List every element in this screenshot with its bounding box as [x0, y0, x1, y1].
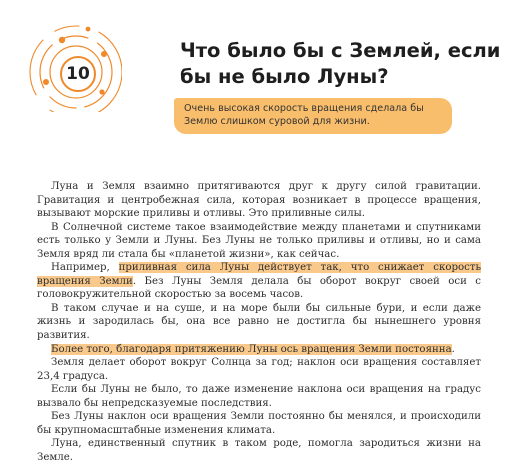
paragraph-text: Например, — [51, 262, 119, 274]
paragraph: Без Луны наклон оси вращения Земли постоянно бы менялся, и происходили бы крупномасштабные изменения климата. — [37, 411, 481, 436]
summary-callout: Очень высокая скорость вращения сделала бы Землю слишком суровой для жизни. — [174, 98, 452, 134]
question-number-badge — [60, 56, 96, 92]
paragraph-text: . Без Луны Земля делала бы оборот вокруг своей оси с головокружительной скоростью за восемь часов. — [37, 275, 482, 301]
paragraph — [37, 343, 481, 357]
paragraph: В таком случае и на суше, и на море были бы сильные бури, и если даже жизнь и зародилась бы, она все равно не достигла бы нынешнего уровня развития. — [37, 302, 481, 342]
highlighted-text: приливная сила Луны действует так, что снижает скорость вращения Земли — [37, 262, 481, 287]
paragraph: Если бы Луны не было, то даже изменение наклона оси вращения на градус вызвало бы непредсказуемые последствия. — [37, 384, 481, 409]
paragraph: Земля делает оборот вокруг Солнца за год; наклон оси вращения составляет 23,4 градуса. — [37, 357, 481, 382]
paragraph — [37, 261, 481, 302]
question-number: 10 — [66, 64, 90, 84]
page-title: Что было бы с Землей, если бы не было Луны? — [180, 39, 501, 88]
paragraph: Луна, единственный спутник в таком роде, помогла зародиться жизни на Земле. — [37, 438, 481, 463]
article-body — [37, 180, 481, 464]
highlighted-text: Более того, благодаря притяжению Луны ось вращения Земли постоянна — [51, 343, 452, 355]
paragraph: Луна и Земля взаимно притягиваются друг к другу силой гравитации. Гравитация и центробежная сила, которая возникает в процессе вращения, вызывают морские приливы и отливы. Это приливные силы. — [37, 181, 481, 220]
paragraph-text: . — [451, 343, 455, 355]
paragraph: В Солнечной системе такое взаимодействие между планетами и спутниками есть только у Земли и Луны. Без Луны не только приливы и отливы, но и сама Земля вряд ли стала бы «планетой жизни», как сейчас. — [37, 221, 481, 260]
